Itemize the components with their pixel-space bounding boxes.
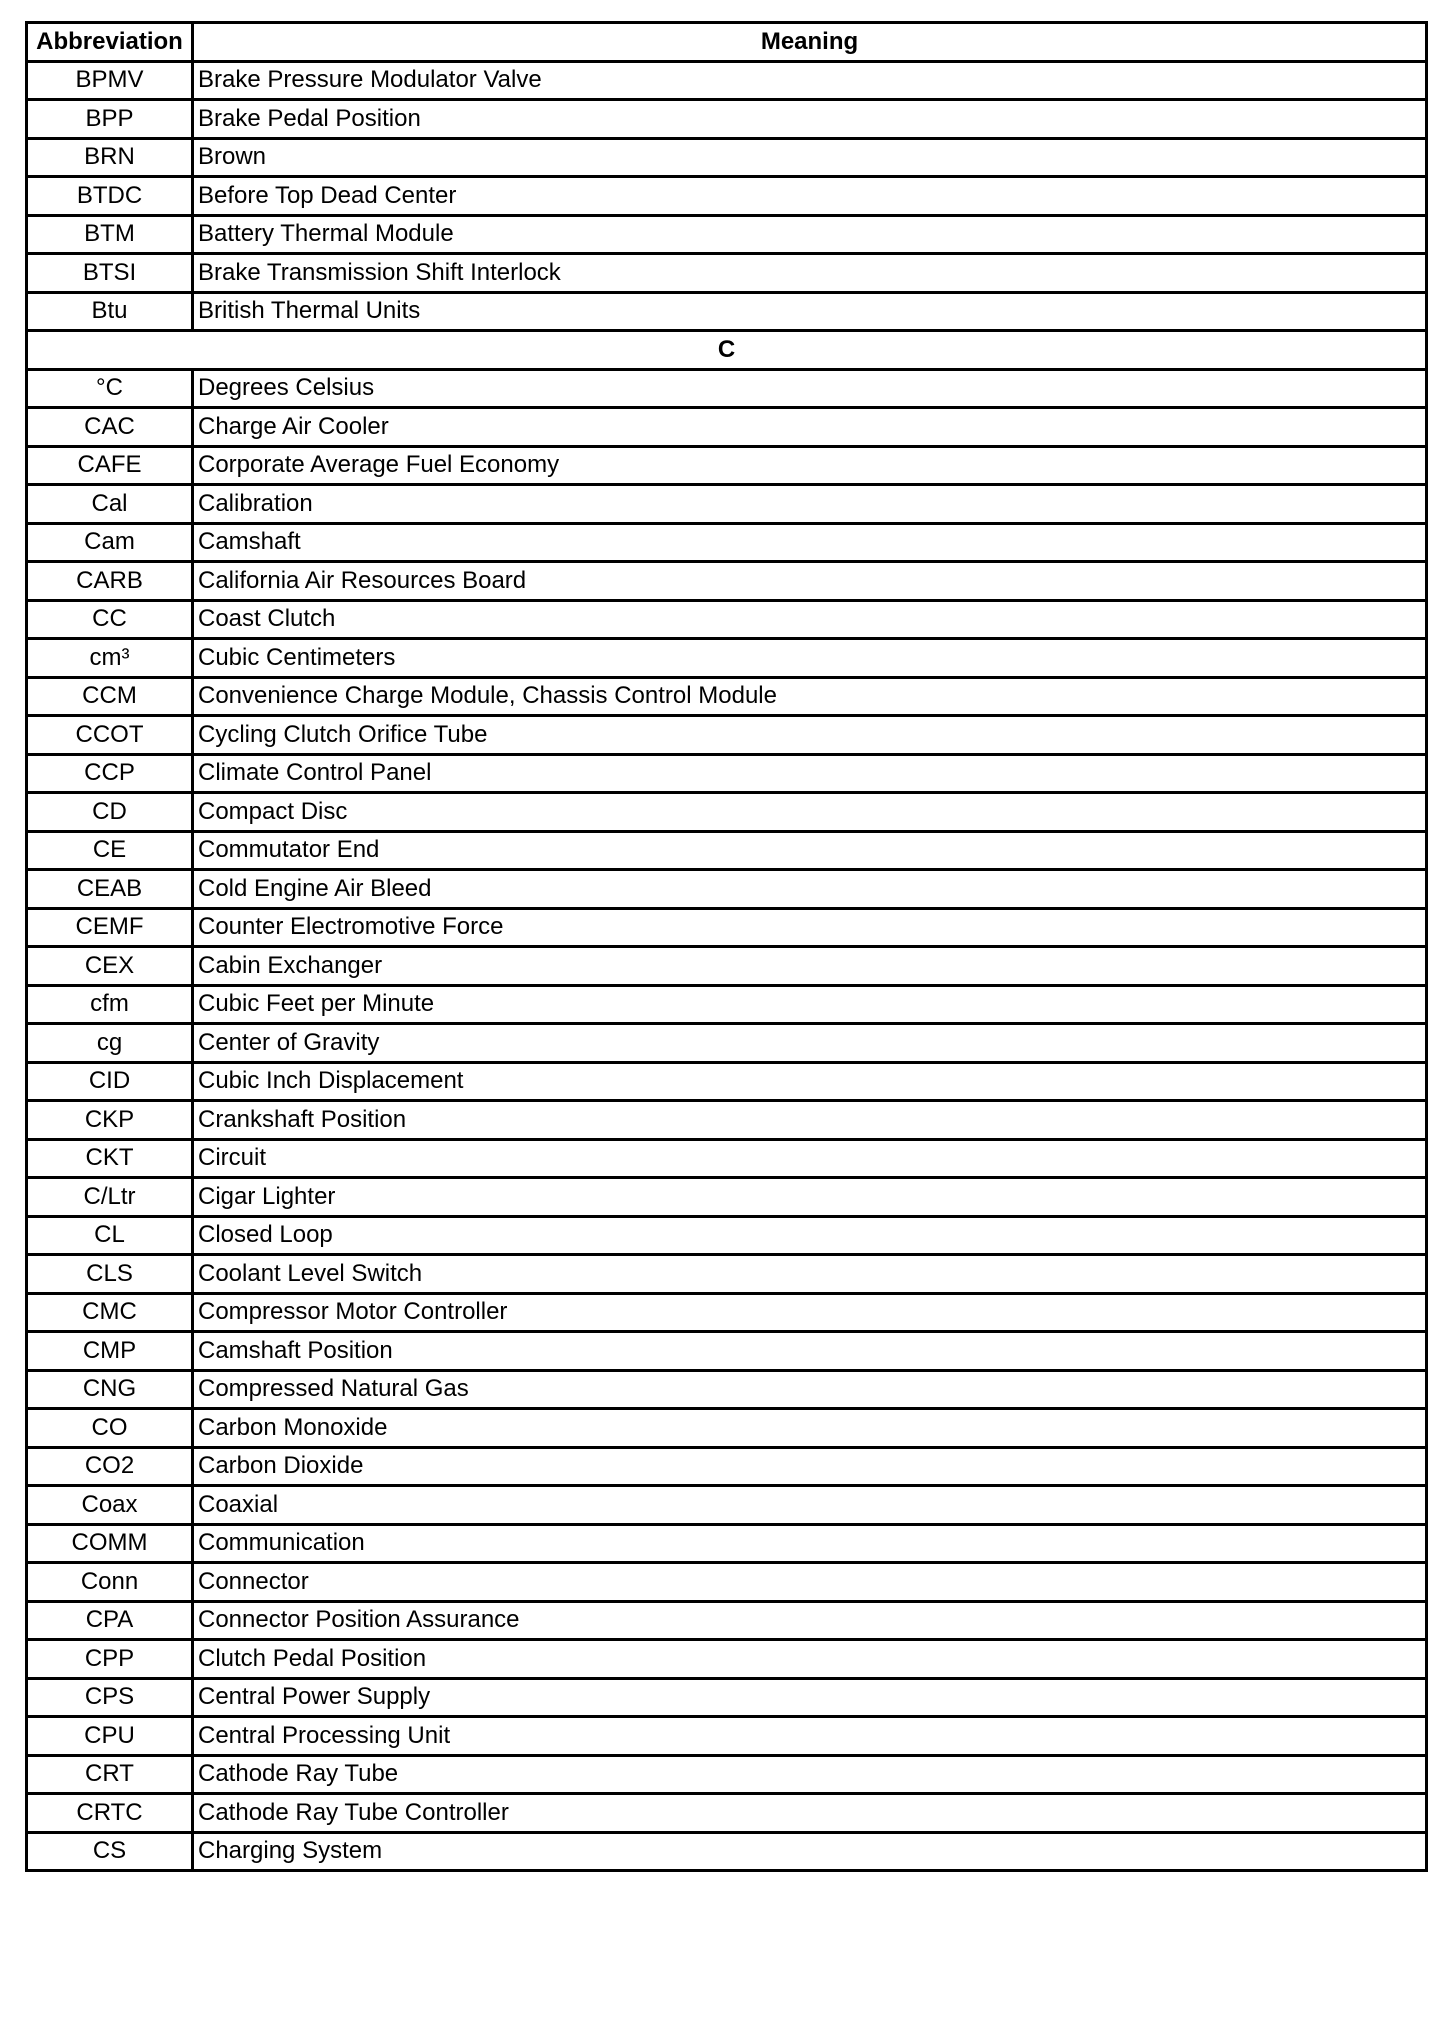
table-row — [27, 1409, 1427, 1448]
abbreviation-cell: BTSI — [27, 254, 193, 293]
abbreviation-cell: CCP — [27, 754, 193, 793]
meaning-cell: Compressor Motor Controller — [193, 1293, 1427, 1332]
abbreviation-cell: CPS — [27, 1678, 193, 1717]
table-row — [27, 1178, 1427, 1217]
abbreviation-cell: CEMF — [27, 908, 193, 947]
table-row — [27, 1794, 1427, 1833]
abbreviation-cell: CO — [27, 1409, 193, 1448]
abbreviation-cell: cfm — [27, 985, 193, 1024]
table-row — [27, 1832, 1427, 1871]
table-header — [27, 23, 1427, 62]
meaning-cell: Brake Pressure Modulator Valve — [193, 61, 1427, 100]
header-row — [27, 23, 1427, 62]
rows-after-section — [27, 369, 1427, 1871]
table-row — [27, 1370, 1427, 1409]
table-row — [27, 1255, 1427, 1294]
abbreviation-cell: CCM — [27, 677, 193, 716]
table-row — [27, 254, 1427, 293]
meaning-cell: Cubic Centimeters — [193, 639, 1427, 678]
meaning-cell: Commutator End — [193, 831, 1427, 870]
abbreviation-cell: CS — [27, 1832, 193, 1871]
meaning-cell: Charge Air Cooler — [193, 408, 1427, 447]
meaning-cell: Connector Position Assurance — [193, 1601, 1427, 1640]
table-row — [27, 446, 1427, 485]
abbreviation-cell: CARB — [27, 562, 193, 601]
abbreviation-cell: CE — [27, 831, 193, 870]
meaning-cell: Coolant Level Switch — [193, 1255, 1427, 1294]
meaning-cell: Carbon Monoxide — [193, 1409, 1427, 1448]
section-divider — [27, 331, 1427, 370]
meaning-cell: Camshaft — [193, 523, 1427, 562]
table-row — [27, 1717, 1427, 1756]
header-meaning: Meaning — [193, 23, 1427, 62]
meaning-cell: Circuit — [193, 1139, 1427, 1178]
table-row — [27, 1486, 1427, 1525]
table-row — [27, 1139, 1427, 1178]
table-row — [27, 61, 1427, 100]
meaning-cell: Brake Transmission Shift Interlock — [193, 254, 1427, 293]
table-row — [27, 1524, 1427, 1563]
table-row — [27, 1062, 1427, 1101]
abbreviation-cell: Cam — [27, 523, 193, 562]
meaning-cell: Cycling Clutch Orifice Tube — [193, 716, 1427, 755]
abbreviation-cell: CMP — [27, 1332, 193, 1371]
meaning-cell: Compact Disc — [193, 793, 1427, 832]
table-row — [27, 138, 1427, 177]
abbreviation-table — [25, 21, 1428, 1872]
table-row — [27, 1601, 1427, 1640]
abbreviation-cell: COMM — [27, 1524, 193, 1563]
table-row — [27, 1216, 1427, 1255]
meaning-cell: Counter Electromotive Force — [193, 908, 1427, 947]
abbreviation-cell: BTM — [27, 215, 193, 254]
abbreviation-cell: CLS — [27, 1255, 193, 1294]
meaning-cell: Closed Loop — [193, 1216, 1427, 1255]
abbreviation-cell: Cal — [27, 485, 193, 524]
table-row — [27, 677, 1427, 716]
abbreviation-cell: CEAB — [27, 870, 193, 909]
table-row — [27, 215, 1427, 254]
table-row — [27, 1024, 1427, 1063]
meaning-cell: Clutch Pedal Position — [193, 1640, 1427, 1679]
meaning-cell: Communication — [193, 1524, 1427, 1563]
table-row — [27, 793, 1427, 832]
meaning-cell: Calibration — [193, 485, 1427, 524]
table-row — [27, 831, 1427, 870]
header-abbreviation: Abbreviation — [27, 23, 193, 62]
abbreviation-cell: cg — [27, 1024, 193, 1063]
abbreviation-cell: C/Ltr — [27, 1178, 193, 1217]
abbreviation-cell: CEX — [27, 947, 193, 986]
table-row — [27, 716, 1427, 755]
meaning-cell: Coaxial — [193, 1486, 1427, 1525]
table-row — [27, 600, 1427, 639]
abbreviation-cell: CCOT — [27, 716, 193, 755]
meaning-cell: Carbon Dioxide — [193, 1447, 1427, 1486]
section-row — [27, 331, 1427, 370]
meaning-cell: Cubic Inch Displacement — [193, 1062, 1427, 1101]
table-row — [27, 754, 1427, 793]
meaning-cell: Charging System — [193, 1832, 1427, 1871]
meaning-cell: Compressed Natural Gas — [193, 1370, 1427, 1409]
meaning-cell: Cold Engine Air Bleed — [193, 870, 1427, 909]
abbreviation-cell: CC — [27, 600, 193, 639]
meaning-cell: Before Top Dead Center — [193, 177, 1427, 216]
table-row — [27, 639, 1427, 678]
abbreviation-cell: CAC — [27, 408, 193, 447]
table-row — [27, 985, 1427, 1024]
meaning-cell: Central Processing Unit — [193, 1717, 1427, 1756]
meaning-cell: Battery Thermal Module — [193, 215, 1427, 254]
meaning-cell: Brake Pedal Position — [193, 100, 1427, 139]
abbreviation-cell: BRN — [27, 138, 193, 177]
abbreviation-cell: CNG — [27, 1370, 193, 1409]
meaning-cell: Degrees Celsius — [193, 369, 1427, 408]
table-row — [27, 908, 1427, 947]
meaning-cell: Corporate Average Fuel Economy — [193, 446, 1427, 485]
table-row — [27, 562, 1427, 601]
meaning-cell: Climate Control Panel — [193, 754, 1427, 793]
table-row — [27, 1640, 1427, 1679]
table-row — [27, 369, 1427, 408]
abbreviation-cell: Btu — [27, 292, 193, 331]
meaning-cell: Cathode Ray Tube Controller — [193, 1794, 1427, 1833]
abbreviation-cell: CD — [27, 793, 193, 832]
abbreviation-cell: Conn — [27, 1563, 193, 1602]
meaning-cell: Cigar Lighter — [193, 1178, 1427, 1217]
table-row — [27, 292, 1427, 331]
abbreviation-cell: CAFE — [27, 446, 193, 485]
abbreviation-cell: BTDC — [27, 177, 193, 216]
table-row — [27, 1447, 1427, 1486]
abbreviation-cell: CL — [27, 1216, 193, 1255]
table-row — [27, 1332, 1427, 1371]
meaning-cell: Central Power Supply — [193, 1678, 1427, 1717]
table-row — [27, 1563, 1427, 1602]
table-row — [27, 408, 1427, 447]
meaning-cell: Coast Clutch — [193, 600, 1427, 639]
table-row — [27, 947, 1427, 986]
table-row — [27, 177, 1427, 216]
table-row — [27, 100, 1427, 139]
rows-before-section — [27, 61, 1427, 331]
meaning-cell: Center of Gravity — [193, 1024, 1427, 1063]
abbreviation-cell: CO2 — [27, 1447, 193, 1486]
meaning-cell: British Thermal Units — [193, 292, 1427, 331]
meaning-cell: Convenience Charge Module, Chassis Control Module — [193, 677, 1427, 716]
abbreviation-cell: CID — [27, 1062, 193, 1101]
meaning-cell: Cabin Exchanger — [193, 947, 1427, 986]
meaning-cell: Cathode Ray Tube — [193, 1755, 1427, 1794]
abbreviation-cell: BPMV — [27, 61, 193, 100]
meaning-cell: Crankshaft Position — [193, 1101, 1427, 1140]
table-row — [27, 1101, 1427, 1140]
abbreviation-cell: CKP — [27, 1101, 193, 1140]
meaning-cell: Connector — [193, 1563, 1427, 1602]
abbreviation-cell: CPU — [27, 1717, 193, 1756]
table-row — [27, 1293, 1427, 1332]
meaning-cell: Camshaft Position — [193, 1332, 1427, 1371]
abbreviation-cell: CRTC — [27, 1794, 193, 1833]
table-row — [27, 870, 1427, 909]
table-row — [27, 1678, 1427, 1717]
abbreviation-cell: CRT — [27, 1755, 193, 1794]
table-row — [27, 485, 1427, 524]
abbreviation-cell: CPA — [27, 1601, 193, 1640]
abbreviation-cell: BPP — [27, 100, 193, 139]
abbreviation-cell: CMC — [27, 1293, 193, 1332]
table-row — [27, 1755, 1427, 1794]
abbreviation-cell: CKT — [27, 1139, 193, 1178]
meaning-cell: Brown — [193, 138, 1427, 177]
table-row — [27, 523, 1427, 562]
abbreviation-cell: cm³ — [27, 639, 193, 678]
meaning-cell: Cubic Feet per Minute — [193, 985, 1427, 1024]
abbreviation-cell: CPP — [27, 1640, 193, 1679]
abbreviation-cell: Coax — [27, 1486, 193, 1525]
meaning-cell: California Air Resources Board — [193, 562, 1427, 601]
section-label: C — [27, 331, 1427, 370]
abbreviation-cell: °C — [27, 369, 193, 408]
